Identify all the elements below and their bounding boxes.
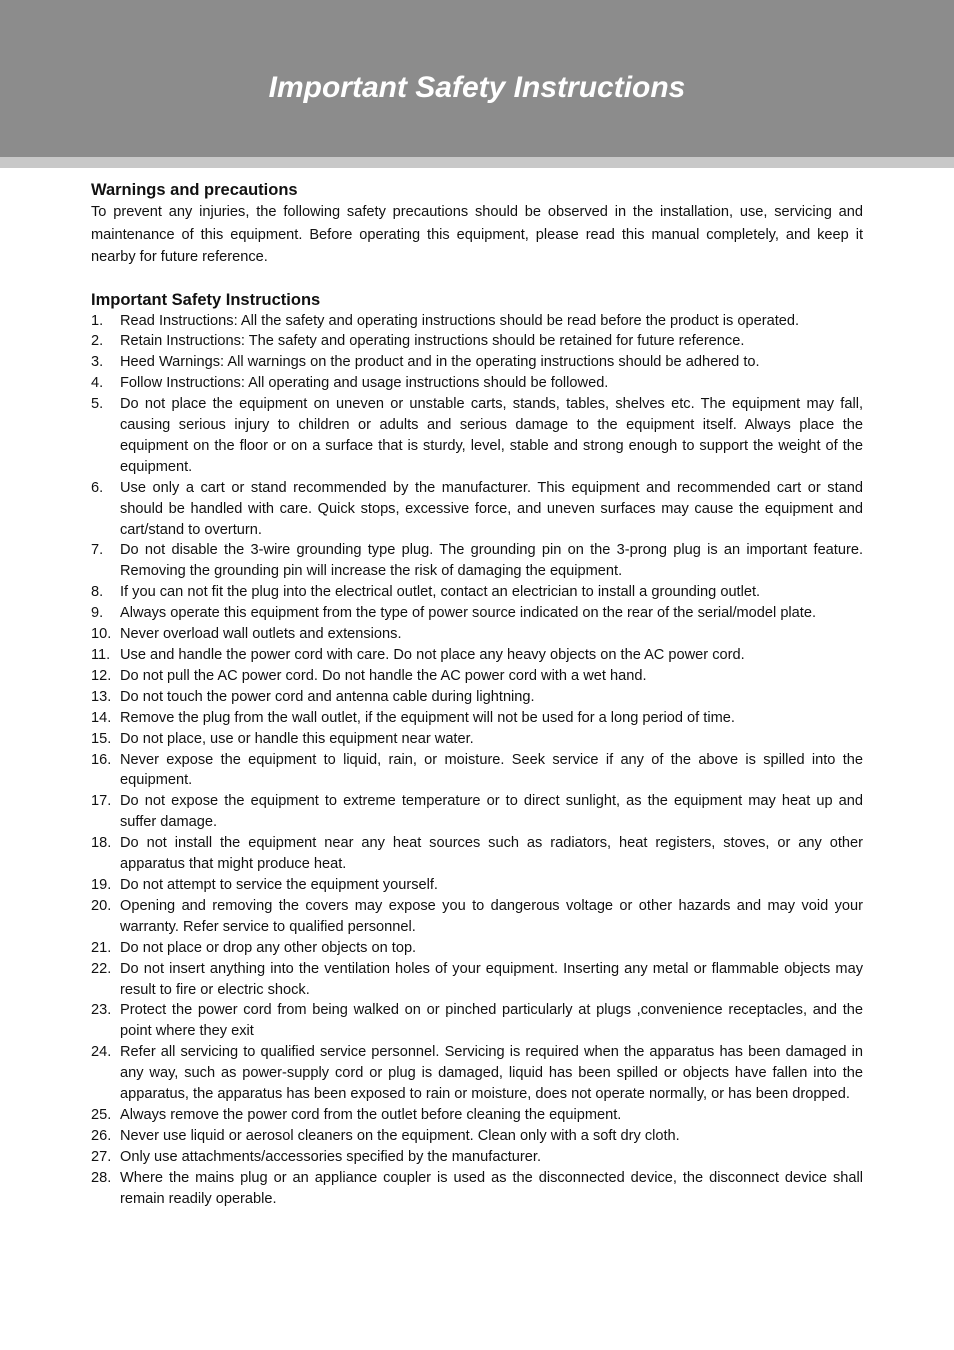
instruction-text: Only use attachments/accessories specified by the manufacturer. bbox=[120, 1148, 541, 1165]
instruction-number: 26. bbox=[91, 1127, 112, 1144]
instruction-item bbox=[91, 582, 863, 603]
instructions-list bbox=[91, 311, 863, 1210]
instruction-item bbox=[91, 791, 863, 833]
instruction-number: 20. bbox=[91, 897, 112, 914]
instruction-item bbox=[91, 311, 863, 332]
instruction-item bbox=[91, 833, 863, 875]
warnings-heading: Warnings and precautions bbox=[91, 181, 298, 199]
instruction-text: Never overload wall outlets and extensions. bbox=[120, 626, 402, 643]
instruction-number: 22. bbox=[91, 960, 112, 977]
instruction-text: Do not insert anything into the ventilation holes of your equipment. Inserting any metal or flammable objects may result to fire or electric shock. bbox=[120, 960, 863, 998]
instruction-number: 6. bbox=[91, 479, 104, 496]
instruction-number: 15. bbox=[91, 730, 112, 747]
instruction-item bbox=[91, 331, 863, 352]
instruction-number: 27. bbox=[91, 1148, 112, 1165]
instruction-item bbox=[91, 352, 863, 373]
instruction-number: 17. bbox=[91, 793, 112, 810]
instruction-text: Remove the plug from the wall outlet, if the equipment will not be used for a long period of time. bbox=[120, 709, 735, 726]
instruction-text: Do not attempt to service the equipment yourself. bbox=[120, 876, 438, 893]
header-divider bbox=[0, 157, 954, 168]
instruction-number: 7. bbox=[91, 542, 104, 559]
page-title: Important Safety Instructions bbox=[268, 71, 686, 104]
instruction-number: 28. bbox=[91, 1169, 112, 1186]
instruction-item bbox=[91, 1126, 863, 1147]
instruction-item bbox=[91, 875, 863, 896]
instruction-text: Refer all servicing to qualified service personnel. Servicing is required when the apparatus has been damaged in any way, such as power-supply cord or plug is damaged, liquid has been spilled or objects have fallen into the apparatus, the apparatus has been exposed to rain or moisture, does not operate normally, or has been dropped. bbox=[120, 1044, 863, 1103]
instruction-text: Do not place or drop any other objects on top. bbox=[120, 939, 417, 956]
instruction-number: 11. bbox=[91, 647, 111, 663]
instruction-item bbox=[91, 603, 863, 624]
instruction-text: If you can not fit the plug into the electrical outlet, contact an electrician to install a grounding outlet. bbox=[120, 584, 761, 601]
instruction-number: 25. bbox=[91, 1106, 112, 1123]
instruction-text: Always operate this equipment from the type of power source indicated on the rear of the serial/model plate. bbox=[120, 605, 817, 622]
instruction-item bbox=[91, 729, 863, 750]
instruction-number: 18. bbox=[91, 835, 112, 852]
instruction-item bbox=[91, 540, 863, 582]
instruction-item bbox=[91, 645, 863, 666]
instruction-text: Do not place, use or handle this equipment near water. bbox=[120, 730, 474, 747]
instruction-text: Never expose the equipment to liquid, rain, or moisture. Seek service if any of the above is spilled into the equipment. bbox=[120, 751, 863, 789]
instruction-text: Where the mains plug or an appliance coupler is used as the disconnected device, the disconnect device shall remain readily operable. bbox=[120, 1169, 863, 1207]
instruction-item bbox=[91, 1042, 863, 1105]
instruction-number: 12. bbox=[91, 667, 112, 684]
instruction-text: Use and handle the power cord with care. Do not place any heavy objects on the AC power cord. bbox=[120, 647, 745, 663]
instruction-item bbox=[91, 1147, 863, 1168]
instruction-item bbox=[91, 1168, 863, 1210]
instruction-text: Follow Instructions: All operating and usage instructions should be followed. bbox=[120, 375, 609, 392]
instruction-number: 1. bbox=[91, 312, 104, 329]
instruction-number: 19. bbox=[91, 876, 112, 893]
document-body bbox=[91, 179, 863, 1209]
instruction-item bbox=[91, 1000, 863, 1042]
instruction-text: Do not install the equipment near any heat sources such as radiators, heat registers, stoves, or any other apparatus that might produce heat. bbox=[120, 835, 863, 873]
instruction-item bbox=[91, 394, 863, 478]
instruction-number: 8. bbox=[91, 584, 104, 601]
instruction-text: Use only a cart or stand recommended by the manufacturer. This equipment and recommended cart or stand should be handled with care. Quick stops, excessive force, and uneven surfaces may cause the equipment and cart/stand to overturn. bbox=[120, 479, 863, 538]
instruction-text: Do not disable the 3-wire grounding type plug. The grounding pin on the 3-prong plug is an important feature. Removing the grounding pin will increase the risk of damaging the equipment. bbox=[120, 542, 863, 580]
instruction-number: 9. bbox=[91, 605, 104, 622]
instruction-text: Retain Instructions: The safety and operating instructions should be retained for future reference. bbox=[120, 333, 745, 350]
instruction-number: 13. bbox=[91, 688, 112, 705]
instruction-text: Do not pull the AC power cord. Do not handle the AC power cord with a wet hand. bbox=[120, 667, 647, 684]
instruction-item bbox=[91, 373, 863, 394]
instruction-text: Protect the power cord from being walked on or pinched particularly at plugs ,convenience receptacles, and the point where they exit bbox=[120, 1002, 863, 1040]
instruction-item bbox=[91, 938, 863, 959]
instruction-number: 3. bbox=[91, 354, 104, 371]
instruction-number: 21. bbox=[91, 939, 112, 956]
instruction-text: Do not touch the power cord and antenna cable during lightning. bbox=[120, 688, 535, 705]
instruction-text: Do not expose the equipment to extreme temperature or to direct sunlight, as the equipment may heat up and suffer damage. bbox=[120, 793, 863, 831]
instruction-item bbox=[91, 666, 863, 687]
instruction-text: Read Instructions: All the safety and operating instructions should be read before the product is operated. bbox=[120, 312, 800, 329]
instruction-text: Always remove the power cord from the outlet before cleaning the equipment. bbox=[120, 1106, 622, 1123]
instruction-text: Opening and removing the covers may expose you to dangerous voltage or other hazards and may void your warranty. Refer service to qualified personnel. bbox=[120, 897, 863, 935]
instruction-number: 5. bbox=[91, 396, 104, 413]
instruction-number: 10. bbox=[91, 626, 112, 643]
instruction-number: 14. bbox=[91, 709, 112, 726]
instruction-number: 16. bbox=[91, 751, 112, 768]
instruction-text: Never use liquid or aerosol cleaners on the equipment. Clean only with a soft dry cloth. bbox=[120, 1127, 680, 1144]
instruction-text: Do not place the equipment on uneven or unstable carts, stands, tables, shelves etc. The equipment may fall, causing serious injury to children or adults and serious damage to the equipment itself. Always place the equipment on the floor or on a surface that is sturdy, level, stable and strong enough to support the weight of the equipment. bbox=[120, 396, 863, 475]
instruction-item bbox=[91, 1105, 863, 1126]
instruction-number: 4. bbox=[91, 375, 104, 392]
instruction-item bbox=[91, 478, 863, 541]
instruction-item bbox=[91, 750, 863, 792]
instruction-item bbox=[91, 959, 863, 1001]
instructions-heading: Important Safety Instructions bbox=[91, 290, 321, 309]
instruction-number: 2. bbox=[91, 333, 104, 350]
instruction-item bbox=[91, 624, 863, 645]
instruction-item bbox=[91, 687, 863, 708]
instruction-item bbox=[91, 708, 863, 729]
instruction-text: Heed Warnings: All warnings on the product and in the operating instructions should be adhered to. bbox=[120, 354, 760, 371]
warnings-paragraph: To prevent any injuries, the following safety precautions should be observed in the installation, use, servicing and maintenance of this equipment. Before operating this equipment, please read this manual completely, and keep it nearby for future reference. bbox=[91, 204, 863, 265]
instruction-number: 24. bbox=[91, 1044, 112, 1061]
instruction-number: 23. bbox=[91, 1002, 112, 1019]
instruction-item bbox=[91, 896, 863, 938]
